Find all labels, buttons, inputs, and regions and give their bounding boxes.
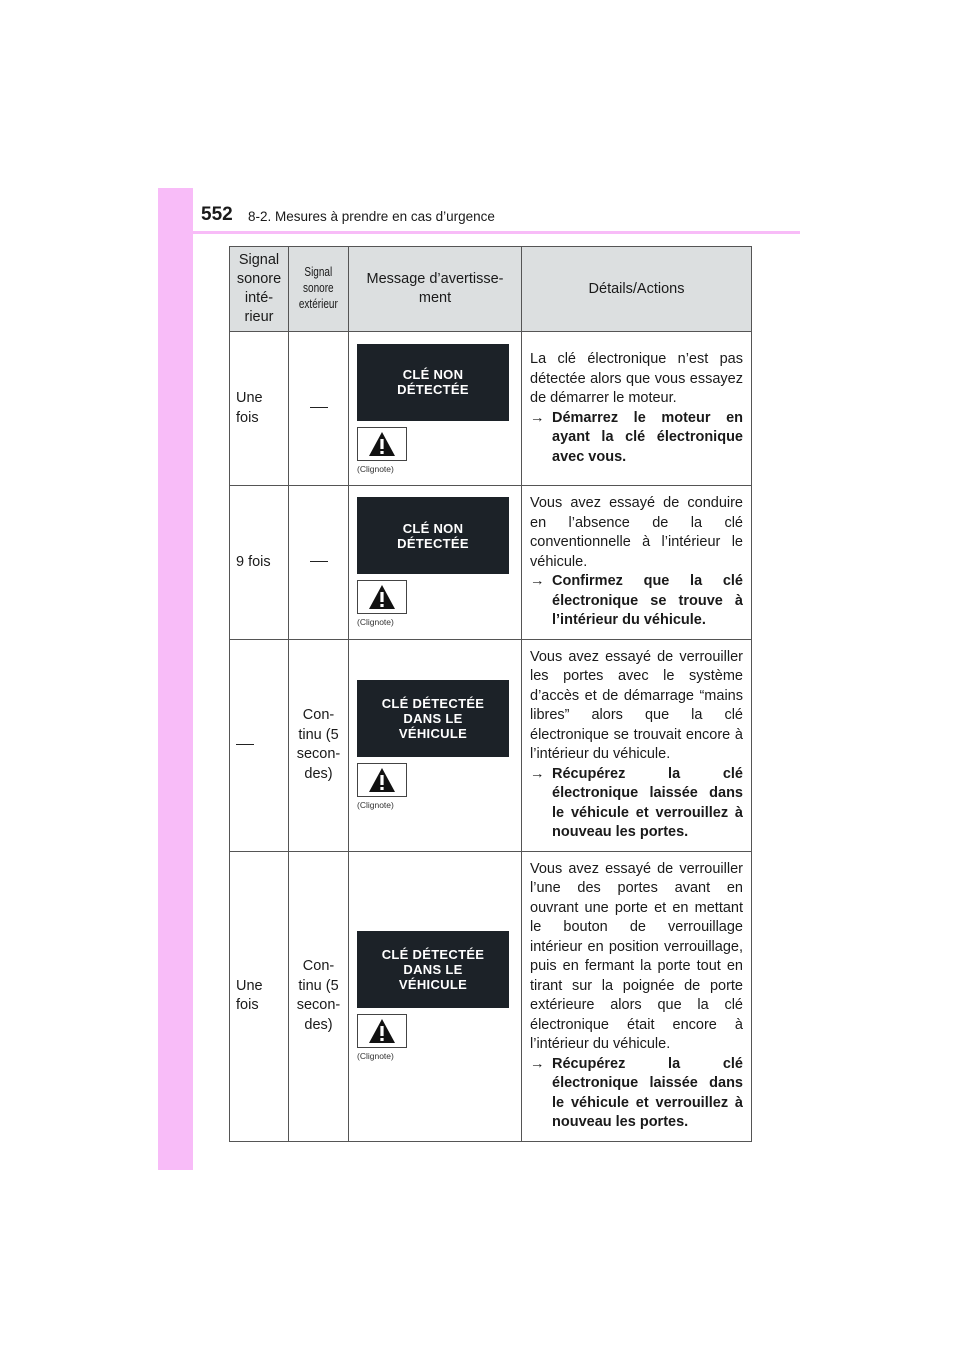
detail-text: La clé électronique n’est pas détectée alors que vous essayez de démarrer le moteur. (530, 351, 743, 406)
exclamation-warning-icon (367, 1017, 397, 1045)
action-text: Récupérez la clé électronique laissée dans le véhicule et verrouillez à nouveau les portes. (552, 1055, 743, 1130)
warning-table (229, 246, 752, 1142)
table-row (230, 332, 752, 486)
warning-message-cell (349, 639, 522, 851)
exterior-signal-cell (289, 332, 349, 486)
arrow-icon: → (530, 1055, 545, 1072)
interior-signal-text: Une fois (236, 390, 263, 426)
warning-light (357, 580, 407, 614)
exterior-signal-cell (289, 851, 349, 1141)
blink-label: (Clignote) (357, 463, 394, 474)
exclamation-warning-icon (367, 766, 397, 794)
exclamation-warning-icon (367, 430, 397, 458)
header-details-actions: Détails/Actions (522, 247, 752, 332)
header-exterior-signal: Signal sonore extérieur (289, 247, 349, 332)
exterior-signal-text: Con- tinu (5 secon- des) (296, 707, 341, 782)
header-interior-signal: Signal sonore inté- rieur (230, 247, 289, 332)
interior-signal-cell (230, 639, 289, 851)
interior-signal-text: 9 fois (236, 553, 271, 570)
multi-info-display: CLÉ DÉTECTÉE DANS LE VÉHICULE (357, 931, 509, 1008)
exterior-signal-cell (289, 639, 349, 851)
page-number: 552 (201, 204, 233, 225)
dash-icon (236, 744, 254, 745)
interior-signal-cell (230, 851, 289, 1141)
exterior-signal-text: Con- tinu (5 secon- des) (296, 958, 341, 1033)
dash-icon (310, 407, 328, 408)
header-warning-message: Message d’avertisse- ment (349, 247, 522, 332)
action-text: Démarrez le moteur en ayant la clé électronique avec vous. (552, 409, 743, 465)
section-title: 8-2. Mesures à prendre en cas d’urgence (248, 209, 495, 224)
exterior-signal-cell (289, 486, 349, 640)
warning-light (357, 427, 407, 461)
detail-text: Vous avez essayé de conduire en l’absence de la clé conventionnelle à l’intérieur le véhicule. (530, 495, 743, 570)
interior-signal-text: Une fois (236, 977, 263, 1013)
table-row (230, 851, 752, 1141)
action-line (530, 765, 743, 843)
details-cell (522, 486, 752, 640)
blink-label: (Clignote) (357, 800, 394, 810)
warning-light (357, 1014, 407, 1048)
warning-light (357, 763, 407, 797)
details-cell (522, 332, 752, 486)
table-header-row (230, 247, 752, 332)
section-tab-band (158, 188, 193, 1170)
arrow-icon: → (530, 765, 545, 782)
table-row (230, 639, 752, 851)
dash-icon (310, 561, 328, 562)
multi-info-display: CLÉ NON DÉTECTÉE (357, 344, 509, 421)
warning-message-cell (349, 851, 522, 1141)
multi-info-display: CLÉ DÉTECTÉE DANS LE VÉHICULE (357, 680, 509, 757)
blink-label: (Clignote) (357, 617, 394, 628)
detail-text: Vous avez essayé de verrouiller l’une des portes avant en ouvrant une porte et en mettant le bouton de verrouillage intérieur en position verrouillage, puis en fermant la porte tout en tirant sur la poignée de porte extérieure alors que la clé électronique était encore à l’intérieur du véhicule. (530, 860, 743, 1052)
table-row (230, 486, 752, 640)
multi-info-display: CLÉ NON DÉTECTÉE (357, 497, 509, 574)
arrow-icon: → (530, 409, 545, 426)
action-text: Confirmez que la clé électronique se trouve à l’intérieur du véhicule. (552, 573, 743, 628)
interior-signal-cell (230, 332, 289, 486)
warning-message-cell (349, 332, 522, 486)
detail-text: Vous avez essayé de verrouiller les portes avec le système d’accès et de démarrage “mains libres” alors que la clé électronique se trouvait encore à l’intérieur du véhicule. (530, 648, 743, 762)
details-cell (522, 851, 752, 1141)
action-line (530, 1055, 743, 1133)
action-text: Récupérez la clé électronique laissée dans le véhicule et verrouillez à nouveau les portes. (552, 765, 743, 840)
header-rule (158, 231, 800, 234)
interior-signal-cell (230, 486, 289, 640)
exclamation-warning-icon (367, 583, 397, 611)
blink-label: (Clignote) (357, 1051, 394, 1061)
action-line (530, 409, 743, 468)
details-cell (522, 639, 752, 851)
arrow-icon: → (530, 573, 545, 589)
warning-message-cell (349, 486, 522, 640)
action-line (530, 572, 743, 631)
